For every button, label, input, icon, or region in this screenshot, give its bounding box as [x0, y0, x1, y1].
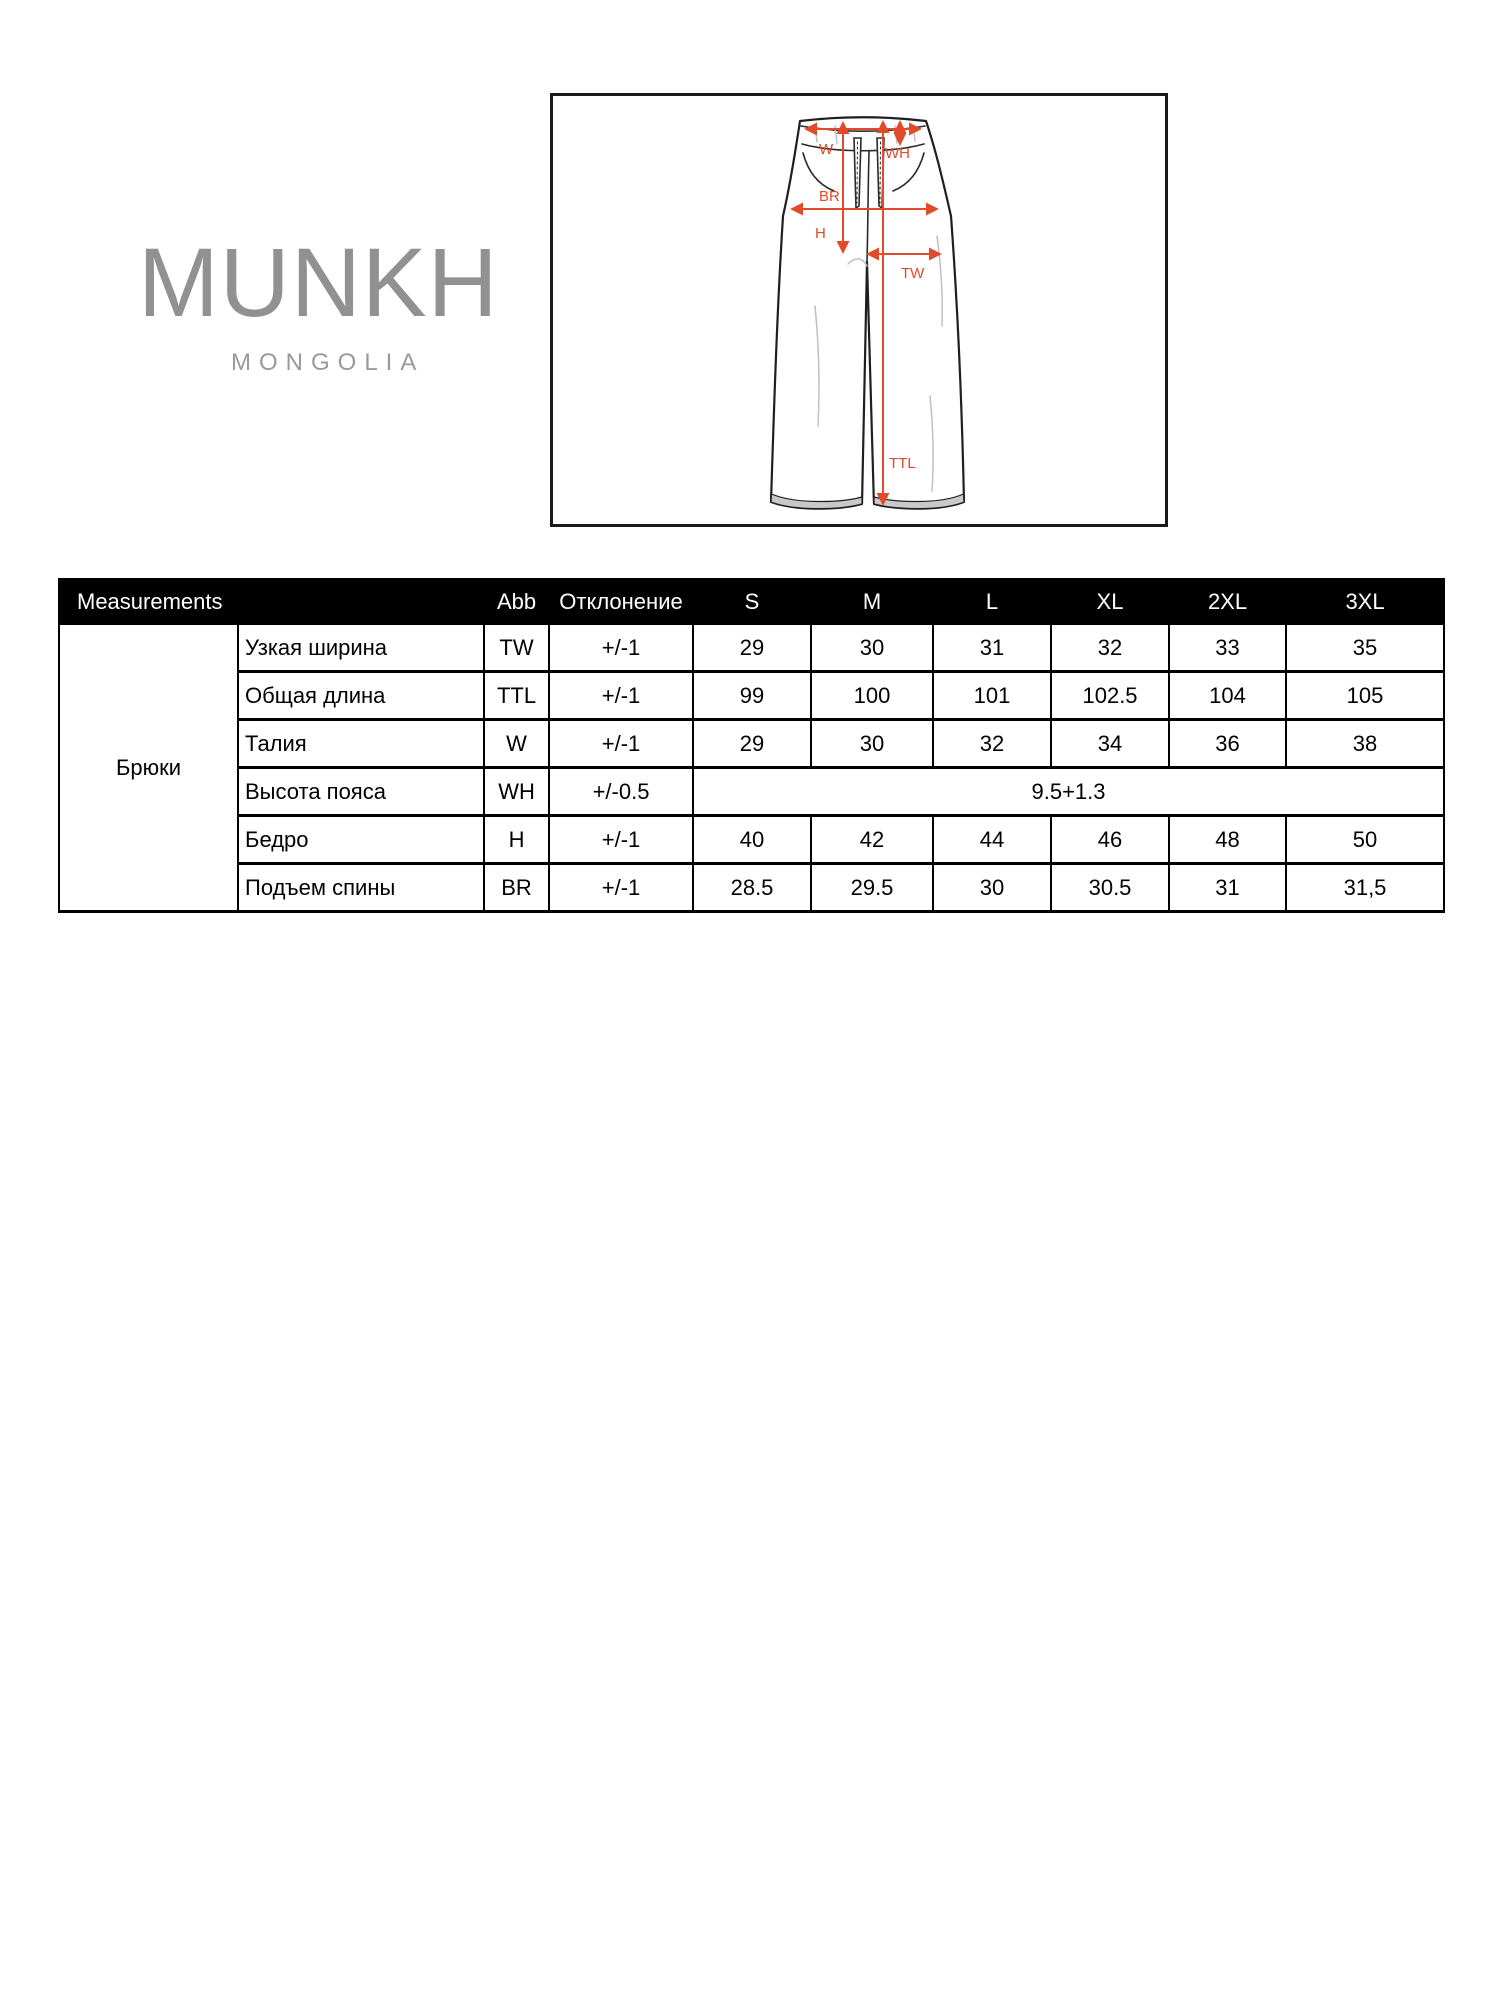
size-value-cell: 100 — [811, 672, 933, 720]
header-size-2xl: 2XL — [1169, 580, 1286, 624]
size-value-cell: 30 — [811, 720, 933, 768]
abb-cell: W — [484, 720, 549, 768]
brand-subtitle: MONGOLIA — [231, 349, 425, 376]
abb-cell: BR — [484, 864, 549, 912]
size-value-cell: 44 — [933, 816, 1051, 864]
size-value-cell: 32 — [1051, 624, 1169, 672]
measurements-table-wrap — [58, 578, 1445, 913]
header-size-xl: XL — [1051, 580, 1169, 624]
header-size-m: M — [811, 580, 933, 624]
size-value-cell: 38 — [1286, 720, 1444, 768]
size-value-cell: 31 — [1169, 864, 1286, 912]
size-value-cell: 31,5 — [1286, 864, 1444, 912]
pants-outline — [771, 117, 964, 508]
pants-line-art — [553, 96, 1165, 524]
size-value-cell: 35 — [1286, 624, 1444, 672]
size-value-cell: 48 — [1169, 816, 1286, 864]
size-value-cell: 104 — [1169, 672, 1286, 720]
size-value-cell: 46 — [1051, 816, 1169, 864]
size-value-cell: 29.5 — [811, 864, 933, 912]
size-value-cell: 42 — [811, 816, 933, 864]
size-value-cell: 29 — [693, 720, 811, 768]
span-value-cell: 9.5+1.3 — [693, 768, 1444, 816]
w-measure-label: W — [819, 141, 834, 158]
size-value-cell: 28.5 — [693, 864, 811, 912]
size-value-cell: 30 — [811, 624, 933, 672]
header-row — [59, 580, 1444, 624]
h-measure-label: H — [815, 225, 826, 242]
tw-measure-label: TW — [901, 265, 925, 282]
size-value-cell: 50 — [1286, 816, 1444, 864]
table-row — [59, 624, 1444, 672]
size-value-cell: 105 — [1286, 672, 1444, 720]
size-value-cell: 102.5 — [1051, 672, 1169, 720]
size-value-cell: 36 — [1169, 720, 1286, 768]
table-row — [59, 768, 1444, 816]
table-row — [59, 720, 1444, 768]
deviation-cell: +/-1 — [549, 816, 693, 864]
size-value-cell: 99 — [693, 672, 811, 720]
abb-cell: TTL — [484, 672, 549, 720]
row-label-cell: Бедро — [238, 816, 484, 864]
size-value-cell: 34 — [1051, 720, 1169, 768]
brand-logo: MUNKH — [138, 228, 499, 337]
size-value-cell: 29 — [693, 624, 811, 672]
size-value-cell: 40 — [693, 816, 811, 864]
measurements-table — [58, 578, 1445, 913]
row-label-cell: Общая длина — [238, 672, 484, 720]
abb-cell: H — [484, 816, 549, 864]
deviation-cell: +/-1 — [549, 624, 693, 672]
header-deviation: Отклонение — [549, 580, 693, 624]
br-measure-label: BR — [819, 188, 840, 205]
size-value-cell: 101 — [933, 672, 1051, 720]
table-row — [59, 864, 1444, 912]
deviation-cell: +/-0.5 — [549, 768, 693, 816]
row-label-cell: Подъем спины — [238, 864, 484, 912]
deviation-cell: +/-1 — [549, 720, 693, 768]
ttl-measure-label: TTL — [889, 455, 916, 472]
size-value-cell: 30 — [933, 864, 1051, 912]
size-value-cell: 33 — [1169, 624, 1286, 672]
abb-cell: WH — [484, 768, 549, 816]
pants-diagram-box — [550, 93, 1168, 527]
header-size-3xl: 3XL — [1286, 580, 1444, 624]
header-abb: Abb — [484, 580, 549, 624]
header-size-s: S — [693, 580, 811, 624]
row-label-cell: Высота пояса — [238, 768, 484, 816]
table-row — [59, 672, 1444, 720]
abb-cell: TW — [484, 624, 549, 672]
header-measurements: Measurements — [59, 580, 484, 624]
row-label-cell: Узкая ширина — [238, 624, 484, 672]
size-value-cell: 30.5 — [1051, 864, 1169, 912]
header-size-l: L — [933, 580, 1051, 624]
group-label-cell: Брюки — [59, 624, 238, 912]
deviation-cell: +/-1 — [549, 864, 693, 912]
row-label-cell: Талия — [238, 720, 484, 768]
deviation-cell: +/-1 — [549, 672, 693, 720]
table-row — [59, 816, 1444, 864]
wh-measure-label: WH — [885, 145, 910, 162]
size-value-cell: 32 — [933, 720, 1051, 768]
size-value-cell: 31 — [933, 624, 1051, 672]
